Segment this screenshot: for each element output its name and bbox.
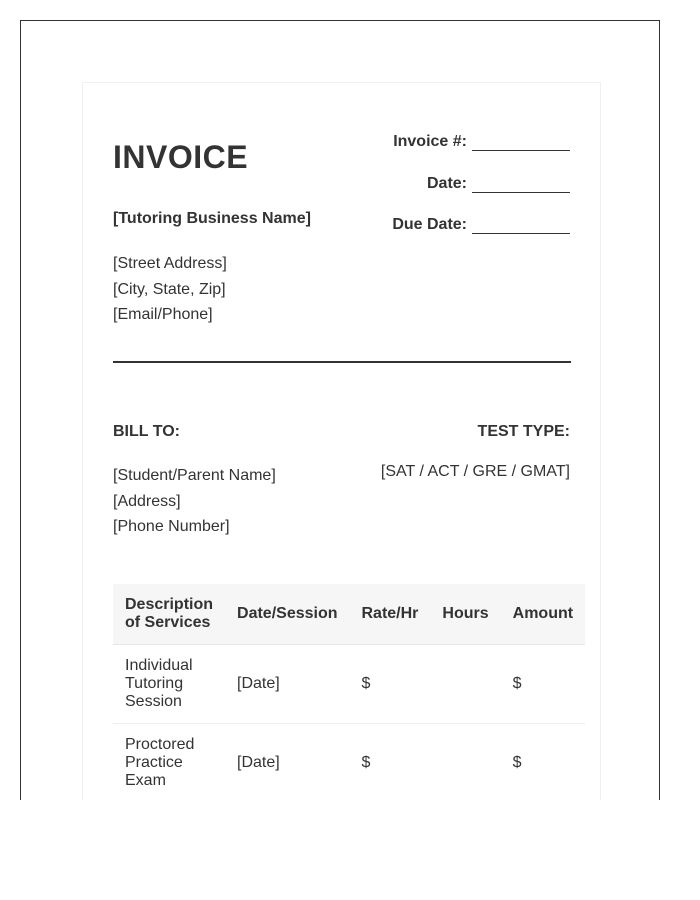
row-amount[interactable]: $	[501, 645, 585, 724]
row-hours[interactable]	[430, 645, 500, 724]
city-state-zip: [City, State, Zip]	[113, 280, 226, 298]
due-date-field	[392, 216, 570, 234]
date-field	[427, 175, 570, 193]
date-label: Date:	[426, 175, 467, 192]
header-description	[113, 584, 225, 645]
services-table	[113, 584, 585, 800]
bill-to-heading: BILL TO:	[113, 423, 180, 440]
row-description	[113, 724, 225, 801]
student-parent-name: [Student/Parent Name]	[113, 467, 276, 484]
test-type-value: [SAT / ACT / GRE / GMAT]	[380, 463, 570, 480]
row-description-line: Practice	[125, 754, 183, 771]
email-phone: [Email/Phone]	[113, 306, 213, 323]
row-rate[interactable]: $	[350, 645, 431, 724]
header-description-line-2: of Services	[125, 614, 211, 631]
invoice-number-label: Invoice #:	[393, 133, 467, 150]
phone-number: [Phone Number]	[113, 518, 230, 535]
row-description-line: Tutoring	[125, 675, 184, 692]
invoice-number-field	[393, 133, 570, 151]
header-description-line-1: Description	[125, 596, 214, 613]
header-rate: Rate/Hr	[350, 584, 431, 645]
row-description	[113, 645, 225, 724]
test-type-heading: TEST TYPE:	[477, 423, 570, 440]
header-divider	[113, 361, 571, 363]
business-name: [Tutoring Business Name]	[113, 210, 311, 227]
table-row	[113, 724, 585, 801]
due-date-blank[interactable]	[472, 221, 570, 234]
row-date[interactable]: [Date]	[225, 724, 349, 801]
document-frame	[20, 20, 660, 800]
street-address: [Street Address]	[113, 255, 227, 272]
row-hours[interactable]	[430, 724, 500, 801]
row-description-line: Session	[125, 693, 182, 710]
invoice-sheet	[82, 82, 601, 800]
table-row	[113, 645, 585, 724]
due-date-label: Due Date:	[392, 216, 467, 233]
row-rate[interactable]: $	[350, 724, 431, 801]
header-date: Date/Session	[225, 584, 349, 645]
row-description-line: Proctored	[125, 736, 195, 753]
row-description-line: Individual	[125, 657, 193, 674]
header-amount: Amount	[501, 584, 585, 645]
bill-to-address: [Address]	[113, 492, 181, 510]
business-address	[113, 251, 227, 328]
date-blank[interactable]	[472, 180, 570, 193]
invoice-number-blank[interactable]	[472, 138, 570, 151]
bill-to-details	[113, 463, 276, 540]
row-date[interactable]: [Date]	[225, 645, 349, 724]
invoice-title: INVOICE	[113, 139, 249, 175]
row-amount[interactable]: $	[501, 724, 585, 801]
header-hours: Hours	[430, 584, 500, 645]
row-description-line: Exam	[125, 772, 166, 789]
table-header-row	[113, 584, 585, 645]
